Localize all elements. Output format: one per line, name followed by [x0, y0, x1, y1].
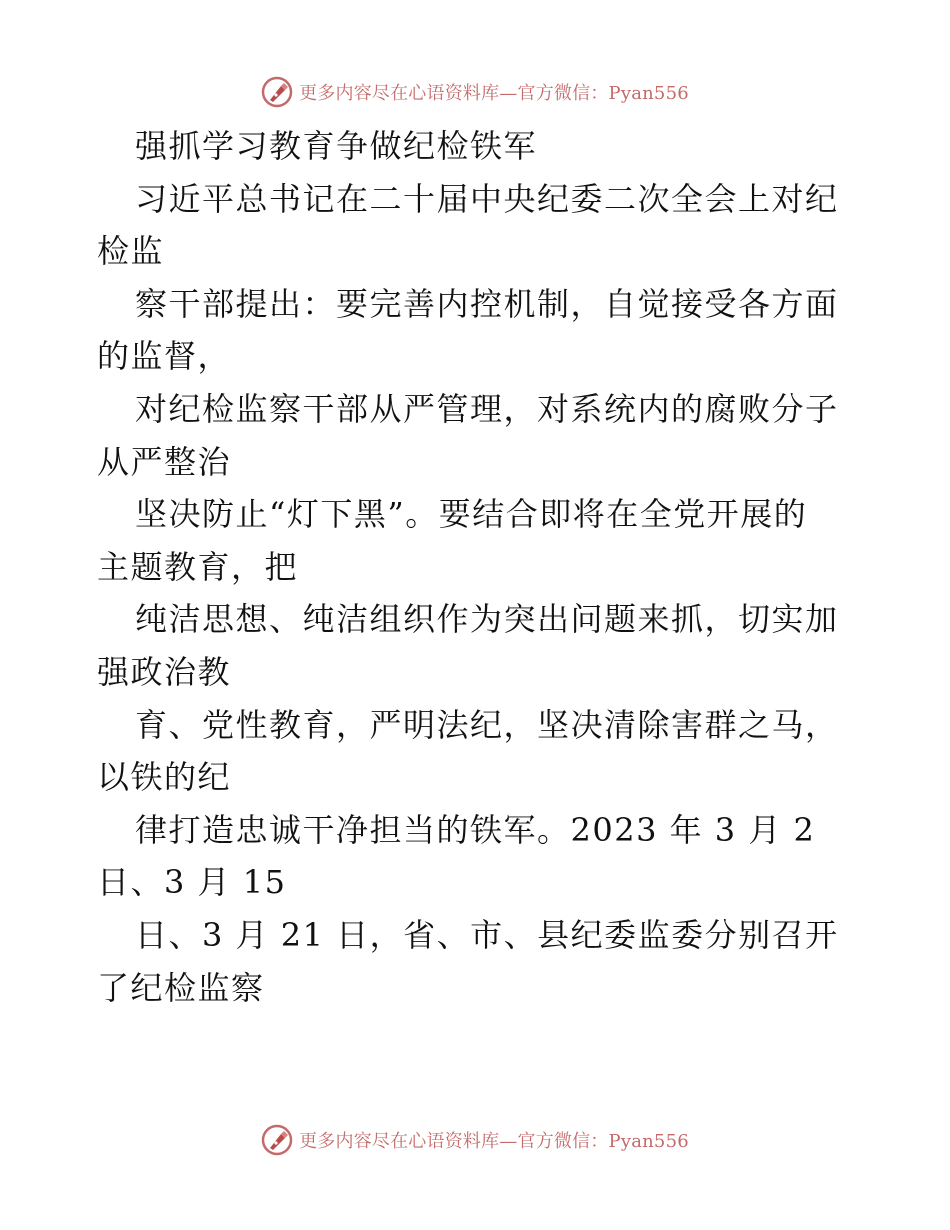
paragraph-line: 的监督， — [97, 337, 232, 376]
header-watermark-text: 更多内容尽在心语资料库—官方微信：Pyan556 — [299, 83, 689, 104]
document-title: 强抓学习教育争做纪检铁军 — [135, 127, 538, 165]
paragraph-line: 以铁的纪 — [97, 758, 232, 797]
paragraph-line: 主题教育，把 — [97, 547, 299, 586]
paragraph-line: 日、3 月 15 — [97, 863, 287, 902]
document-body — [97, 120, 857, 1014]
paragraph-line: 察干部提出：要完善内控机制，自觉接受各方面 — [135, 284, 839, 323]
paragraph-line: 纯洁思想、纯洁组织作为突出问题来抓，切实加 — [135, 600, 839, 639]
paragraph-line: 对纪检监察干部从严管理，对系统内的腐败分子 — [135, 389, 839, 428]
paragraph-line: 习近平总书记在二十届中央纪委二次全会上对纪 — [135, 179, 839, 218]
paragraph-line: 育、党性教育，严明法纪，坚决清除害群之马， — [135, 705, 839, 744]
footer-watermark-text: 更多内容尽在心语资料库—官方微信：Pyan556 — [299, 1131, 689, 1152]
paragraph-line: 检监 — [97, 232, 165, 271]
paragraph-line: 坚决防止“灯下黑”。要结合即将在全党开展的 — [135, 495, 808, 534]
paragraph-line: 日、3 月 21 日，省、市、县纪委监委分别召开 — [135, 915, 839, 954]
paragraph-line: 从严整治 — [97, 442, 232, 481]
pen-nib-logo-icon — [261, 76, 293, 108]
pen-nib-logo-icon — [261, 1124, 293, 1156]
paragraph-line: 律打造忠诚干净担当的铁军。2023 年 3 月 2 — [135, 810, 816, 849]
footer-watermark — [0, 1120, 950, 1160]
paragraph-line: 强政治教 — [97, 652, 232, 691]
header-watermark — [0, 72, 950, 112]
paragraph-line: 了纪检监察 — [97, 968, 265, 1007]
